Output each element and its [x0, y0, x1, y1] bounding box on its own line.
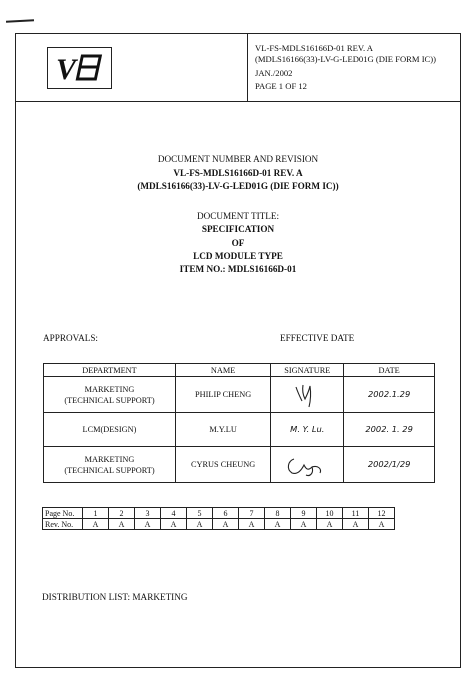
header-date: JAN./2002	[255, 68, 293, 78]
header-department: DEPARTMENT	[44, 364, 176, 377]
header-doc-number: VL-FS-MDLS16166D-01 REV. A	[255, 43, 374, 53]
document-frame	[15, 33, 461, 668]
rev-no-cell: A	[161, 519, 187, 530]
rev-no-cell: A	[109, 519, 135, 530]
date-cell: 2002.1.29	[344, 377, 435, 413]
doc-title-line2: OF	[231, 238, 245, 248]
signature-cell	[271, 377, 344, 413]
date-cell: 2002. 1. 29	[344, 413, 435, 447]
company-logo	[47, 47, 112, 89]
handwritten-signature	[272, 447, 342, 479]
page-number-row	[43, 508, 395, 519]
page-no-label: Page No.	[43, 508, 83, 519]
rev-no-cell: A	[317, 519, 343, 530]
page-no-cell: 11	[343, 508, 369, 519]
rev-no-cell: A	[265, 519, 291, 530]
doc-number-line2: (MDLS16166(33)-LV-G-LED01G (DIE FORM IC))	[137, 181, 339, 191]
header-vertical-divider	[247, 33, 248, 101]
scan-mark	[6, 19, 34, 22]
department-cell	[44, 377, 176, 413]
page-no-cell: 1	[83, 508, 109, 519]
doc-title-heading: DOCUMENT TITLE:	[196, 211, 280, 221]
header-date: DATE	[344, 364, 435, 377]
signature-cell: M. Y. Lu.	[271, 413, 344, 447]
table-row	[44, 413, 435, 447]
rev-no-cell: A	[83, 519, 109, 530]
doc-title-line3: LCD MODULE TYPE	[193, 251, 283, 261]
revision-table	[42, 507, 395, 530]
rev-no-cell: A	[135, 519, 161, 530]
name-cell: M.Y.LU	[175, 413, 270, 447]
department-line: (TECHNICAL SUPPORT)	[64, 395, 155, 405]
doc-title-line4: ITEM NO.: MDLS16166D-01	[179, 264, 297, 274]
page-no-cell: 9	[291, 508, 317, 519]
page-no-cell: 2	[109, 508, 135, 519]
rev-number-row	[43, 519, 395, 530]
approvals-header-row	[44, 364, 435, 377]
page-no-cell: 8	[265, 508, 291, 519]
rev-no-cell: A	[343, 519, 369, 530]
rev-no-cell: A	[239, 519, 265, 530]
rev-no-label: Rev. No.	[43, 519, 83, 530]
table-row	[44, 377, 435, 413]
effective-date-label: EFFECTIVE DATE	[280, 333, 355, 343]
department-cell	[44, 413, 176, 447]
distribution-list: DISTRIBUTION LIST: MARKETING	[42, 592, 188, 602]
name-cell: CYRUS CHEUNG	[175, 447, 270, 483]
page-no-cell: 6	[213, 508, 239, 519]
department-line: MARKETING	[84, 384, 135, 394]
header-page: PAGE 1 OF 12	[255, 81, 307, 91]
department-line: MARKETING	[84, 454, 135, 464]
page-no-cell: 3	[135, 508, 161, 519]
page-no-cell: 10	[317, 508, 343, 519]
approvals-table	[43, 363, 435, 483]
approvals-label: APPROVALS:	[43, 333, 98, 343]
svg-text:V: V	[56, 53, 77, 86]
header-signature: SIGNATURE	[271, 364, 344, 377]
name-cell: PHILIP CHENG	[175, 377, 270, 413]
page-no-cell: 12	[369, 508, 395, 519]
rev-no-cell: A	[213, 519, 239, 530]
header-divider	[15, 101, 461, 102]
page-no-cell: 7	[239, 508, 265, 519]
department-cell	[44, 447, 176, 483]
table-row	[44, 447, 435, 483]
handwritten-signature	[272, 377, 342, 409]
header-name: NAME	[175, 364, 270, 377]
date-cell: 2002/1/29	[344, 447, 435, 483]
department-line: LCM(DESIGN)	[82, 425, 137, 434]
page-no-cell: 4	[161, 508, 187, 519]
doc-title-line1: SPECIFICATION	[201, 224, 275, 234]
signature-cell	[271, 447, 344, 483]
doc-number-line1: VL-FS-MDLS16166D-01 REV. A	[173, 168, 303, 178]
doc-number-heading: DOCUMENT NUMBER AND REVISION	[157, 154, 319, 164]
page-no-cell: 5	[187, 508, 213, 519]
department-line: (TECHNICAL SUPPORT)	[64, 465, 155, 475]
header-part-number: (MDLS16166(33)-LV-G-LED01G (DIE FORM IC))	[255, 54, 437, 64]
rev-no-cell: A	[187, 519, 213, 530]
rev-no-cell: A	[369, 519, 395, 530]
rev-no-cell: A	[291, 519, 317, 530]
